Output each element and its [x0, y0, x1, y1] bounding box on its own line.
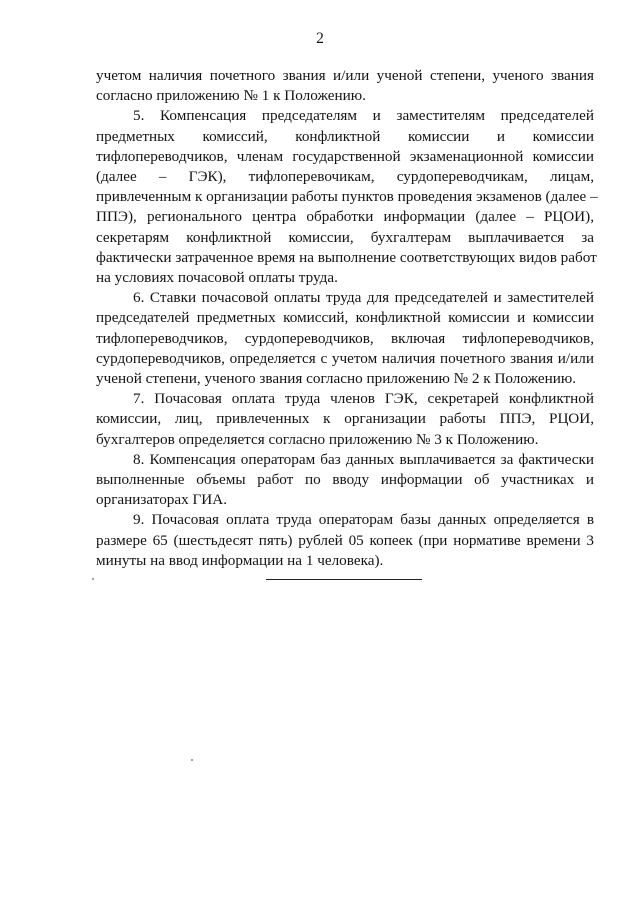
text-line: минуты на ввод информации на 1 человека).	[96, 551, 384, 569]
document-body	[96, 66, 598, 571]
paragraph-item-5	[96, 106, 598, 288]
text-line: бухгалтеров определяется согласно приложению № 3 к Положению.	[96, 430, 539, 448]
paragraph-item-6	[96, 288, 594, 389]
text-line: 7. Почасовая оплата труда членов ГЭК, секретарей конфликтной	[133, 390, 594, 408]
text-line: сурдопереводчиков, определяется с учетом наличия почетного звания и/или	[96, 349, 594, 367]
text-line: фактически затраченное время на выполнение соответствующих видов работ	[96, 248, 597, 266]
text-line: председателей предметных комиссий, конфликтной комиссии и комиссии	[96, 309, 594, 327]
end-separator-line	[266, 579, 422, 580]
paragraph-item-9	[96, 510, 594, 571]
text-line: секретарям конфликтной комиссии, бухгалтерам выплачивается за	[96, 228, 594, 246]
text-line: организаторах ГИА.	[96, 491, 228, 509]
text-line: ППЭ), регионального центра обработки информации (далее – РЦОИ),	[96, 208, 594, 226]
text-line: учетом наличия почетного звания и/или ученой степени, ученого звания	[96, 67, 594, 84]
paragraph-continuation	[96, 66, 594, 106]
text-line: тифлопереводчиков, членам государственной экзаменационной комиссии	[96, 147, 594, 165]
text-line: предметных комиссий, конфликтной комиссии и комиссии	[96, 127, 594, 145]
paragraph-item-7	[96, 389, 594, 450]
text-line: 6. Ставки почасовой оплаты труда для председателей и заместителей	[133, 289, 594, 307]
text-line: привлеченным к организации работы пунктов проведения экзаменов (далее –	[96, 188, 598, 206]
scan-speck	[191, 759, 193, 761]
text-line: согласно приложению № 1 к Положению.	[96, 87, 366, 105]
text-line: (далее – ГЭК), тифлоперевочикам, сурдопереводчикам, лицам,	[96, 168, 594, 186]
text-line: ученой степени, ученого звания согласно приложению № 2 к Положению.	[96, 370, 577, 388]
scan-speck	[92, 578, 94, 580]
text-line: тифлопереводчиков, сурдопереводчиков, включая тифлопереводчиков,	[96, 329, 594, 347]
text-line: комиссии, лиц, привлеченных к организации работы ППЭ, РЦОИ,	[96, 410, 594, 428]
text-line: на условиях почасовой оплаты труда.	[96, 269, 338, 287]
page-number: 2	[316, 30, 324, 47]
text-line: 9. Почасовая оплата труда операторам базы данных определяется в	[133, 511, 594, 529]
text-line: 8. Компенсация операторам баз данных выплачивается за фактически	[133, 450, 594, 468]
text-line: 5. Компенсация председателям и заместителям председателей	[133, 107, 594, 125]
text-line: выполненные объемы работ по вводу информации об участниках и	[96, 471, 594, 489]
paragraph-item-8	[96, 450, 594, 511]
text-line: размере 65 (шестьдесят пять) рублей 05 копеек (при нормативе времени 3	[96, 531, 594, 549]
